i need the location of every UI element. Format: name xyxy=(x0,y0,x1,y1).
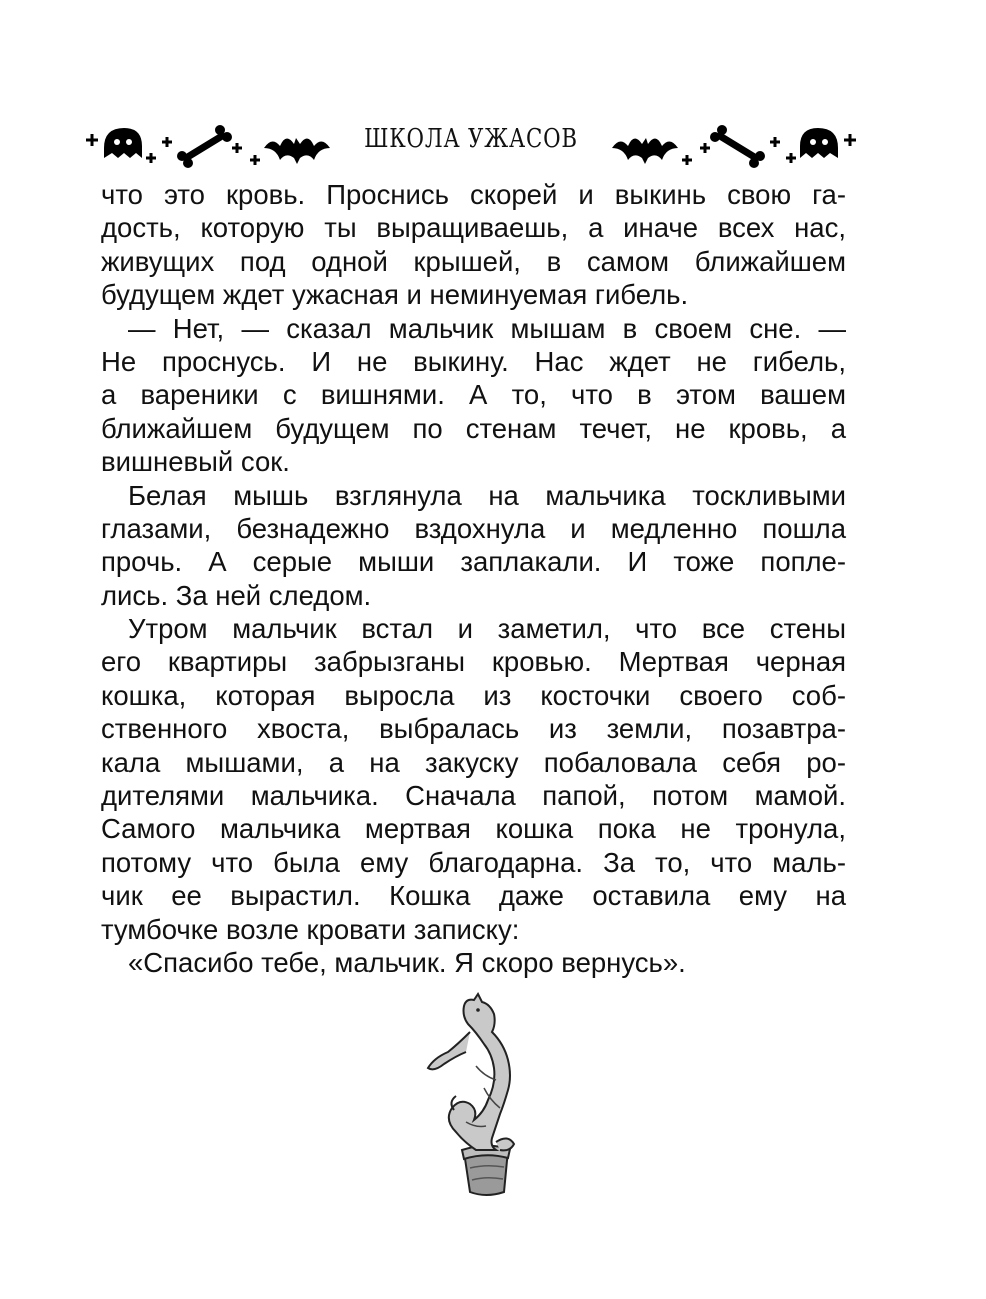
text-line: потому что была ему благодарна. За то, что маль- xyxy=(101,846,846,878)
sparkle-icon xyxy=(250,155,260,165)
text-line: прочь. А серые мыши заплакали. И тоже поплe- xyxy=(101,546,846,578)
text-line: кошка, которая выросла из косточки своего соб- xyxy=(101,679,846,711)
text-line: а вареники с вишнями. А то, что в этом вашем xyxy=(101,379,846,411)
running-title: ШКОЛА УЖАСОВ xyxy=(364,124,578,154)
text-line: Белая мышь взглянула на мальчика тоскливыми xyxy=(128,479,846,511)
text-line: тумбочке возле кровати записку: xyxy=(101,913,520,945)
sparkle-icon xyxy=(700,143,710,153)
header-ornament-right xyxy=(610,118,860,170)
cat-icon xyxy=(428,994,514,1150)
sparkle-icon xyxy=(770,137,780,147)
text-line: дость, которую ты выращиваешь, а иначе всех нас, xyxy=(101,212,846,244)
sparkle-icon xyxy=(786,153,796,163)
text-line: ственного хвоста, выбралась из земли, позавтра- xyxy=(101,713,846,745)
bat-icon xyxy=(612,138,678,164)
text-line: чик ее вырастил. Кошка даже оставила ему на xyxy=(101,880,846,912)
flowerpot-icon xyxy=(462,1146,510,1195)
sparkle-icon xyxy=(146,153,156,163)
text-line: Не проснусь. И не выкину. Нас ждет не гибель, xyxy=(101,345,846,377)
ghost-icon xyxy=(104,128,142,158)
page-header xyxy=(82,118,860,170)
text-line: лись. За ней следом. xyxy=(101,579,372,611)
sparkle-icon xyxy=(844,134,856,146)
ghost-icon xyxy=(800,128,838,158)
sparkle-icon xyxy=(86,134,98,146)
text-line: что это кровь. Проснись скорей и выкинь свою га- xyxy=(101,179,846,210)
text-line: ближайшем будущем по стенам течет, не кровь, а xyxy=(101,412,846,444)
text-line: вишневый сок. xyxy=(101,446,290,478)
text-line: «Спасибо тебе, мальчик. Я скоро вернусь». xyxy=(128,946,686,978)
text-line: его квартиры забрызганы кровью. Мертвая черная xyxy=(101,646,846,678)
text-line: кала мышами, а на закуску побаловала себя ро- xyxy=(101,746,846,778)
text-line: живущих под одной крышей, в самом ближайшем xyxy=(101,245,846,277)
text-line: глазами, безнадежно вздохнула и медленно пошла xyxy=(101,512,846,544)
story-text xyxy=(101,178,846,979)
cat-in-flowerpot-illustration xyxy=(404,992,544,1202)
sparkle-icon xyxy=(682,155,692,165)
text-line: будущем ждет ужасная и неминуемая гибель. xyxy=(101,279,689,311)
bone-icon xyxy=(710,125,765,168)
text-line: дителями мальчика. Сначала папой, потом мамой. xyxy=(101,780,846,812)
text-line: — Нет, — сказал мальчик мышам в своем сне. — xyxy=(128,312,846,344)
text-line: Утром мальчик встал и заметил, что все стены xyxy=(128,613,846,645)
text-line: Самого мальчика мертвая кошка пока не тронула, xyxy=(101,813,846,845)
